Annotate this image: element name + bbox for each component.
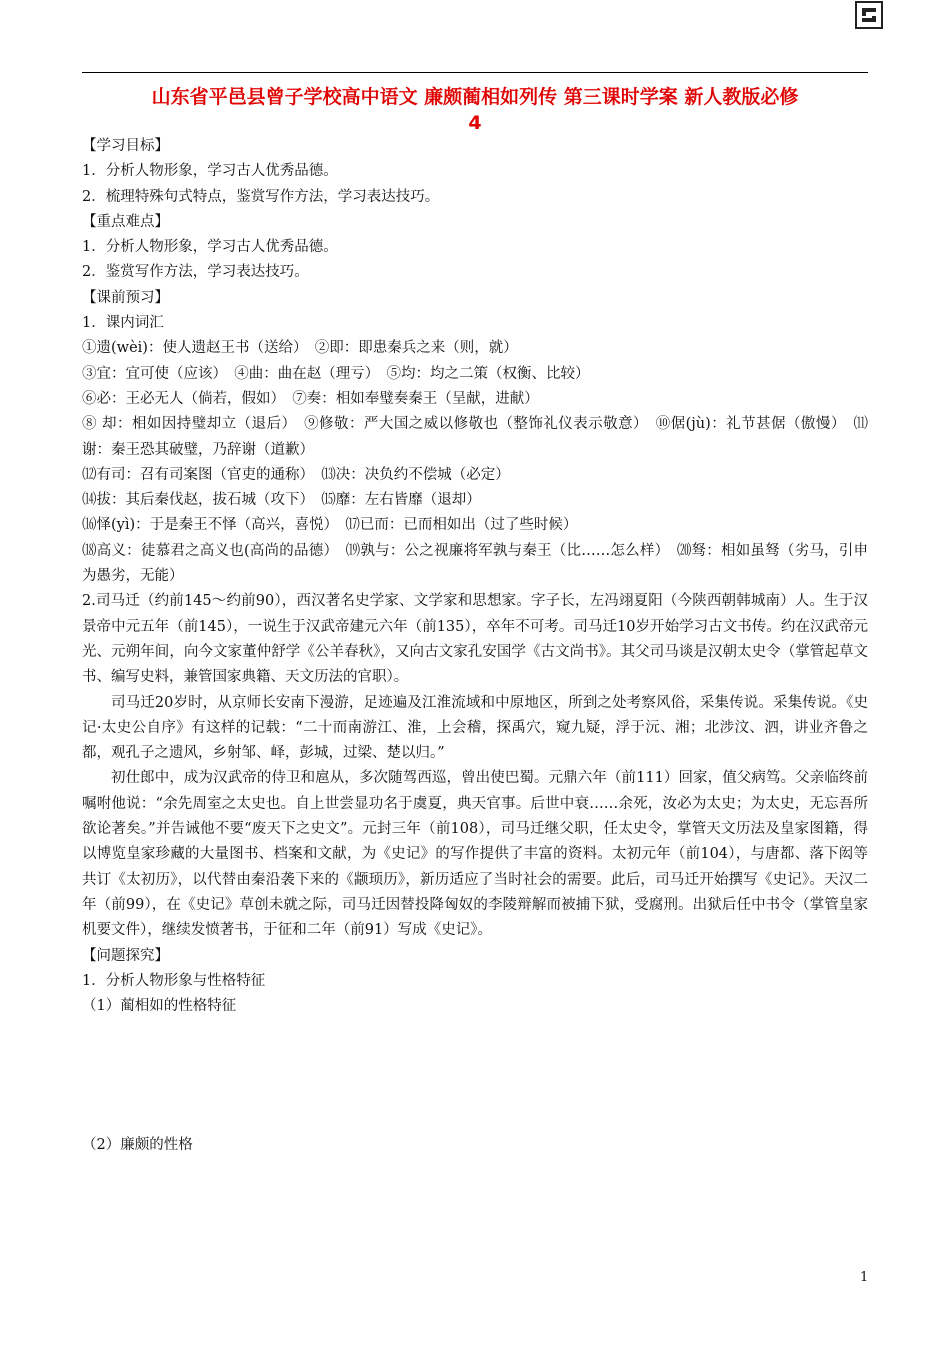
answer-space [82,1019,868,1133]
key-heading: 【重点难点】 [82,213,169,230]
title-line-1: 山东省平邑县曾子学校高中语文 廉颇蔺相如列传 第三课时学案 新人教版必修 [151,86,799,108]
title-line-2: 4 [468,112,482,134]
author-paragraph: 2.司马迁（约前145～约前90），西汉著名史学家、文学家和思想家。字子长，左冯翊夏阳（今陕西朝韩城南）人。生于汉景帝中元五年（前145），一说生于汉武帝建元六年（前135），卒年不可考。司马迁10岁开始学习古文书传。约在汉武帝元光、元朔年间，向今文家董仲舒学《公羊春秋》，又向古文家孔安国学《古文尚书》。其父司马谈是汉朝太史令（掌管起草文书、编写史料，兼管国家典籍、天文历法的官职）。 [82,593,868,686]
vocab-item: ⒁拔：其后秦伐赵，拔石城（攻下） ⒂靡：左右皆靡（退却） [82,492,481,509]
vocab-item: ①遗(wèi)：使人遗赵王书（送给） ②即：即患秦兵之来（则，就） [82,340,518,357]
vocab-item: ⑧ 却：相如因持璧却立（退后） ⑨修敬：严大国之威以修敬也（整饰礼仪表示敬意） ⑩倨(jù)：礼节甚倨（傲慢） ⑾谢：秦王恐其破璧，乃辞谢（道歉） [82,416,868,458]
vocab-item: ⒃怿(yì)：于是秦王不怿（高兴，喜悦） ⒄已而：已而相如出（过了些时候） [82,517,578,534]
vocab-item: ⑿有司：召有司案图（官吏的通称） ⒀决：决负约不偿城（必定） [82,466,510,483]
key-item: 1．分析人物形象，学习古人优秀品德。 [82,239,338,256]
vocab-item: ③宜：宜可使（应该） ④曲：曲在赵（理亏） ⑤均：均之二策（权衡、比较） [82,365,590,382]
goals-heading: 【学习目标】 [82,138,169,154]
preview-heading: 【课前预习】 [82,289,169,306]
page-number: 1 [860,1270,869,1285]
inquiry-item: 1．分析人物形象与性格特征 [82,972,266,989]
travel-paragraph: 司马迁20岁时，从京师长安南下漫游，足迹遍及江淮流域和中原地区，所到之处考察风俗，采集传说。采集传说。《史记·太史公自序》有这样的记载：“二十而南游江、淮，上会稽，探禹穴，窥九疑，浮于沅、湘；北涉汶、泗，讲业齐鲁之都，观孔子之遗风，乡射邹、峄，彭城，过梁、楚以归。” [82,694,868,762]
header-rule [82,72,868,73]
document-title [82,84,868,136]
vocab-heading: 1．课内词汇 [82,315,164,332]
document-body [82,134,868,1159]
corner-logo-icon [854,0,884,30]
career-paragraph: 初仕郎中，成为汉武帝的侍卫和扈从，多次随驾西巡，曾出使巴蜀。元鼎六年（前111）回家，值父病笃。父亲临终前嘱咐他说：“余先周室之太史也。自上世尝显功名于虞夏，典天官事。后世中衰……余死，汝必为太史；为太史，无忘吾所欲论著矣。”并告诫他不要“废天下之史文”。元封三年（前108），司马迁继父职，任太史令，掌管天文历法及皇家图籍，得以博览皇家珍藏的大量图书、档案和文献，为《史记》的写作提供了丰富的资料。太初元年（前104），与唐都、落下闳等共订《太初历》，以代替由秦沿袭下来的《颛顼历》，新历适应了当时社会的需要。此后，司马迁开始撰写《史记》。天汉二年（前99），在《史记》草创未就之际，司马迁因替投降匈奴的李陵辩解而被捕下狱，受腐刑。出狱后任中书令（掌管皇家机要文件），继续发愤著书，于征和二年（前91）写成《史记》。 [82,770,868,939]
vocab-item: ⒅高义：徒慕君之高义也(高尚的品德） ⒆孰与：公之视廉将军孰与秦王（比……怎么样） ⒇驽：相如虽驽（劣马，引申为愚劣，无能） [82,542,868,585]
key-item: 2．鉴赏写作方法，学习表达技巧。 [82,264,309,281]
inquiry-subitem: （2）廉颇的性格 [82,1137,193,1154]
goal-item: 2．梳理特殊句式特点，鉴赏写作方法，学习表达技巧。 [82,188,440,205]
inquiry-heading: 【问题探究】 [82,947,169,964]
vocab-item: ⑥必：王必无人（倘若，假如） ⑦奏：相如奉璧奏秦王（呈献，进献） [82,390,539,407]
inquiry-subitem: （1）蔺相如的性格特征 [82,998,237,1015]
goal-item: 1．分析人物形象，学习古人优秀品德。 [82,163,338,180]
